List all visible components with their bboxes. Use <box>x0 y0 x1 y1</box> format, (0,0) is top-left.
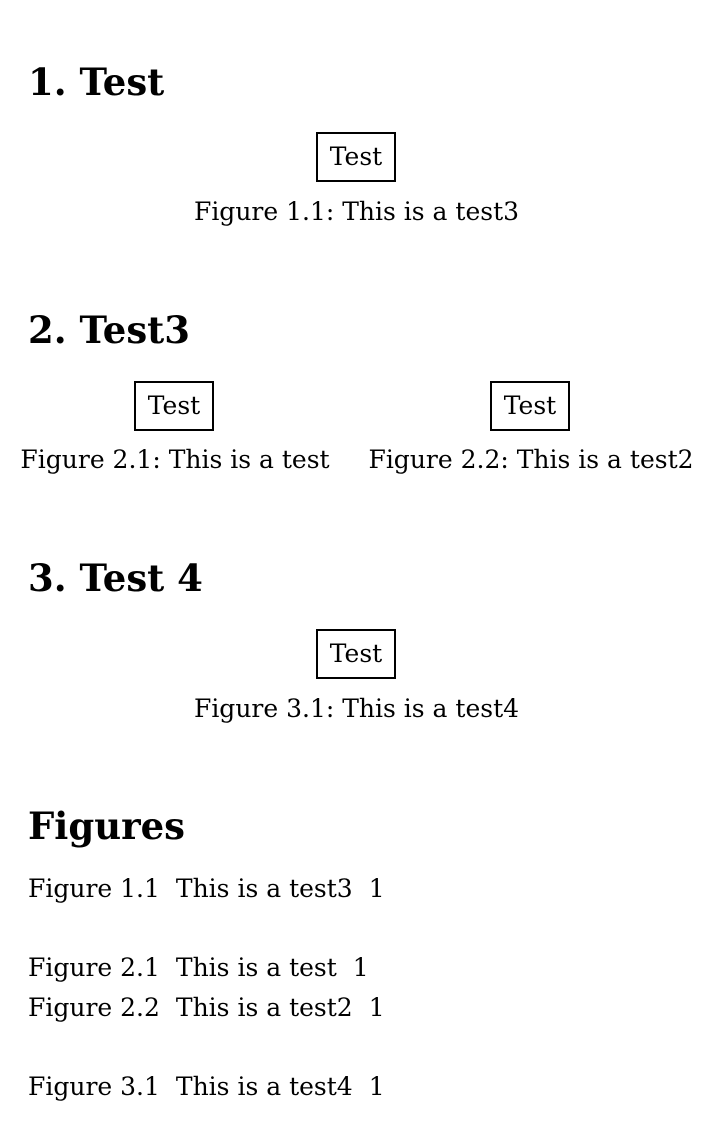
figure-2-2-caption: Figure 2.2: This is a test2 <box>368 445 694 474</box>
lof-entry-title: This is a test4 <box>175 1072 353 1101</box>
lof-entry-3-1[interactable] <box>28 1072 385 1102</box>
figure-1-1-caption: Figure 1.1: This is a test3 <box>193 197 520 226</box>
lof-entry-page: 1 <box>352 953 369 982</box>
section-2-heading: 2. Test3 <box>28 308 191 352</box>
lof-entry-2-2[interactable] <box>28 993 385 1023</box>
section-3-heading: 3. Test 4 <box>28 556 203 600</box>
lof-entry-title: This is a test3 <box>175 874 353 903</box>
lof-entry-page: 1 <box>368 874 385 903</box>
figure-2-1-caption: Figure 2.1: This is a test <box>20 445 330 474</box>
lof-entry-title: This is a test <box>175 953 337 982</box>
lof-entry-number: Figure 1.1 <box>28 874 160 903</box>
lof-entry-title: This is a test2 <box>175 993 353 1022</box>
lof-entry-number: Figure 2.2 <box>28 993 160 1022</box>
lof-entry-page: 1 <box>368 1072 385 1101</box>
lof-entry-number: Figure 2.1 <box>28 953 160 982</box>
lof-entry-2-1[interactable] <box>28 953 369 983</box>
lof-entry-1-1[interactable] <box>28 874 385 904</box>
lof-entry-page: 1 <box>368 993 385 1022</box>
figure-3-1-caption: Figure 3.1: This is a test4 <box>193 694 520 723</box>
lof-entry-number: Figure 3.1 <box>28 1072 160 1101</box>
section-1-heading: 1. Test <box>28 60 165 104</box>
figure-3-1-box: Test <box>316 629 396 679</box>
list-of-figures-heading: Figures <box>28 804 185 848</box>
figure-2-2-box: Test <box>490 381 570 431</box>
figure-1-1-box: Test <box>316 132 396 182</box>
figure-2-1-box: Test <box>134 381 214 431</box>
